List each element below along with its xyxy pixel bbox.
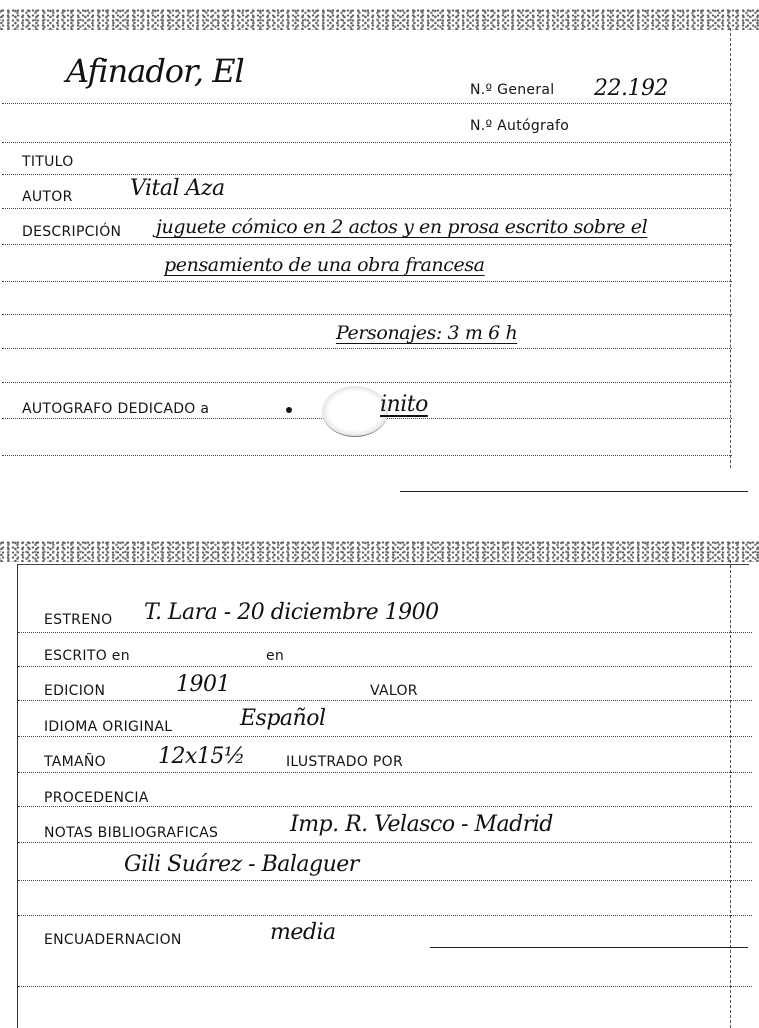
- ruled-line: [2, 208, 732, 209]
- tamano-value: 12x15½: [158, 744, 245, 769]
- ruled-line: [18, 700, 752, 701]
- card-border-right: [730, 28, 731, 468]
- notas-line2: Gili Suárez - Balaguer: [124, 852, 359, 877]
- title-handwritten: Afinador, El: [66, 52, 244, 90]
- encuadernacion-value: media: [270, 920, 336, 945]
- ruled-line: [18, 632, 752, 633]
- ruled-line: [18, 666, 752, 667]
- autografo-dedicado-label: AUTOGRAFO DEDICADO a: [22, 401, 210, 417]
- ruled-line: [18, 986, 752, 987]
- ruled-line: [18, 736, 752, 737]
- ruled-line: [18, 806, 752, 807]
- notas-line1: Imp. R. Velasco - Madrid: [290, 812, 553, 837]
- ilustrado-por-label: ILUSTRADO POR: [286, 754, 403, 770]
- idioma-original-label: IDIOMA ORIGINAL: [44, 719, 173, 735]
- edicion-label: EDICION: [44, 683, 106, 699]
- numero-autografo-label: N.º Autógrafo: [470, 118, 570, 134]
- tamano-label: TAMAÑO: [44, 754, 106, 770]
- ruled-line: [18, 842, 752, 843]
- card-border-right: [730, 560, 731, 1028]
- ink-dot: [286, 407, 292, 413]
- numero-general-label: N.º General: [470, 82, 555, 98]
- estreno-label: ESTRENO: [44, 612, 113, 628]
- ruled-line: [2, 455, 732, 456]
- ink-blot: [322, 386, 388, 437]
- ruled-line: [2, 382, 732, 383]
- idioma-original-value: Español: [240, 706, 326, 731]
- escrito-label: ESCRITO en: [44, 648, 130, 664]
- torn-edge: [0, 540, 759, 562]
- edicion-value: 1901: [176, 672, 230, 697]
- notas-bibliograficas-label: NOTAS BIBLIOGRAFICAS: [44, 825, 219, 841]
- descripcion-label: DESCRIPCIÓN: [22, 224, 122, 240]
- ruled-line: [2, 142, 732, 143]
- card-bottom-edge: [400, 491, 748, 492]
- valor-label: VALOR: [370, 683, 418, 699]
- ruled-line: [18, 915, 752, 916]
- ruled-line: [2, 314, 732, 315]
- ruled-line: [18, 880, 752, 881]
- ruled-line: [2, 103, 732, 104]
- numero-general-value: 22.192: [594, 76, 668, 101]
- estreno-value: T. Lara - 20 diciembre 1900: [144, 600, 439, 625]
- ruled-line: [2, 281, 732, 282]
- ruled-line: [2, 348, 732, 349]
- encuadernacion-label: ENCUADERNACION: [44, 932, 182, 948]
- titulo-label: TITULO: [22, 154, 74, 170]
- card-border-left: [17, 564, 18, 1028]
- ruled-line: [2, 244, 732, 245]
- ruled-line: [2, 174, 732, 175]
- torn-edge: [0, 8, 759, 30]
- procedencia-label: PROCEDENCIA: [44, 790, 149, 806]
- personajes-note: Personajes: 3 m 6 h: [336, 322, 518, 344]
- ruled-line-solid: [430, 947, 748, 948]
- card-border-top: [17, 564, 749, 565]
- catalog-card-bottom: [0, 540, 759, 1028]
- descripcion-line1: juguete cómico en 2 actos y en prosa escrito sobre el: [156, 216, 648, 238]
- escrito-en-label: en: [266, 648, 285, 664]
- descripcion-line2: pensamiento de una obra francesa: [164, 254, 485, 276]
- autor-label: AUTOR: [22, 189, 73, 205]
- ruled-line: [18, 772, 752, 773]
- autografo-dedicado-value: inito: [380, 392, 428, 417]
- autor-value: Vital Aza: [130, 176, 225, 201]
